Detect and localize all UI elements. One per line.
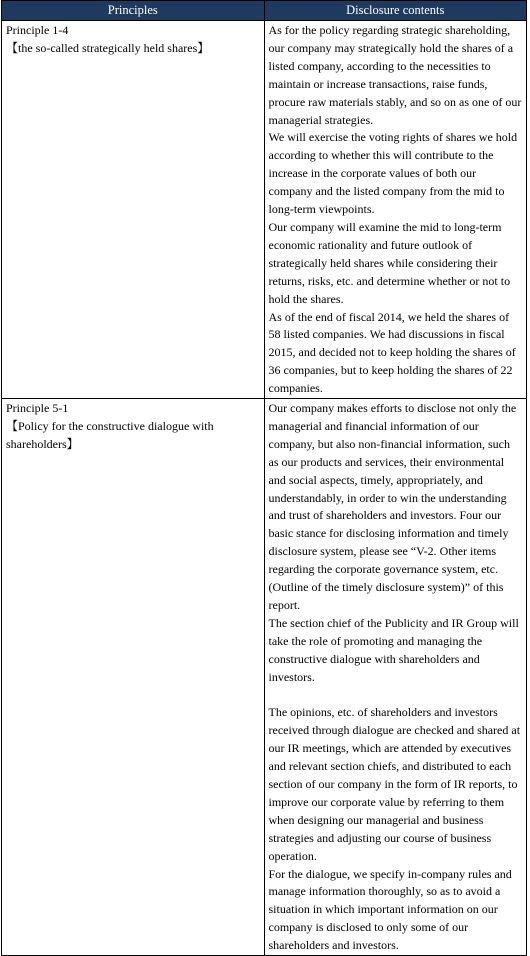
paragraph-spacer bbox=[269, 687, 523, 705]
principle-cell bbox=[2, 21, 265, 399]
disclosure-table bbox=[1, 0, 527, 956]
disclosure-cell bbox=[264, 399, 527, 956]
table-row bbox=[2, 399, 527, 956]
disclosure-paragraph: Our company will examine the mid to long-term economic rationality and future outlook of strategically held shares while considering their returns, risks, etc. and determine whether or not to hold the shares. bbox=[268, 219, 511, 306]
table-header-row bbox=[2, 1, 527, 21]
disclosure-paragraph: We will exercise the voting rights of shares we hold according to whether this will contribute to the increase in the corporate values of both our company and the listed company from the mid to long-term viewpoints. bbox=[268, 130, 518, 217]
disclosure-paragraph: The section chief of the Publicity and IR Group will take the role of promoting and managing the constructive dialogue with shareholders and investors. bbox=[268, 615, 519, 684]
table-row bbox=[2, 21, 527, 399]
disclosure-paragraph: Our company makes efforts to disclose not only the managerial and financial information of our company, but also non-financial information, such as our products and services, their environmental and social aspects, timely, appropriately, and understandably, in order to win the understanding and trust of shareholders and investors. Four our basic stance for disclosing information and timely disclosure system, please see “V-2. Other items regarding the corporate governance system, etc. (Outline of the timely disclosure system)” of this report. bbox=[268, 401, 517, 612]
principle-id: Principle 5-1 bbox=[6, 401, 69, 416]
principle-title: 【Policy for the constructive dialogue with shareholders】 bbox=[6, 418, 214, 451]
disclosure-paragraph: The opinions, etc. of shareholders and investors received through dialogue are checked and shared at our IR meetings, which are attended by executives and relevant section chiefs, and distributed to each section of our company in the form of IR reports, to improve our corporate value by referring to them when designing our managerial and business strategies and adjusting our course of business operation. bbox=[268, 705, 521, 863]
column-header-principles: Principles bbox=[2, 1, 265, 21]
disclosure-paragraph: For the dialogue, we specify in-company rules and manage information thoroughly, so as to avoid a situation in which important information on our company is disclosed to only some of our shareholders and investors. bbox=[268, 866, 512, 953]
disclosure-paragraph: As for the policy regarding strategic shareholding, our company may strategically hold the shares of a listed company, according to the necessities to maintain or increase transactions, raise funds, procure raw materials stably, and so on as one of our managerial strategies. bbox=[268, 23, 522, 127]
column-header-disclosure-contents: Disclosure contents bbox=[264, 1, 527, 21]
disclosure-paragraph: As of the end of fiscal 2014, we held the shares of 58 listed companies. We had discussions in fiscal 2015, and decided not to keep holding the shares of 36 companies, but to keep holding the shares of 22 companies. bbox=[268, 309, 516, 396]
principle-title: 【the so-called strategically held shares】 bbox=[6, 40, 210, 55]
principle-cell bbox=[2, 399, 265, 956]
principle-id: Principle 1-4 bbox=[6, 23, 69, 37]
disclosure-cell bbox=[264, 21, 527, 399]
